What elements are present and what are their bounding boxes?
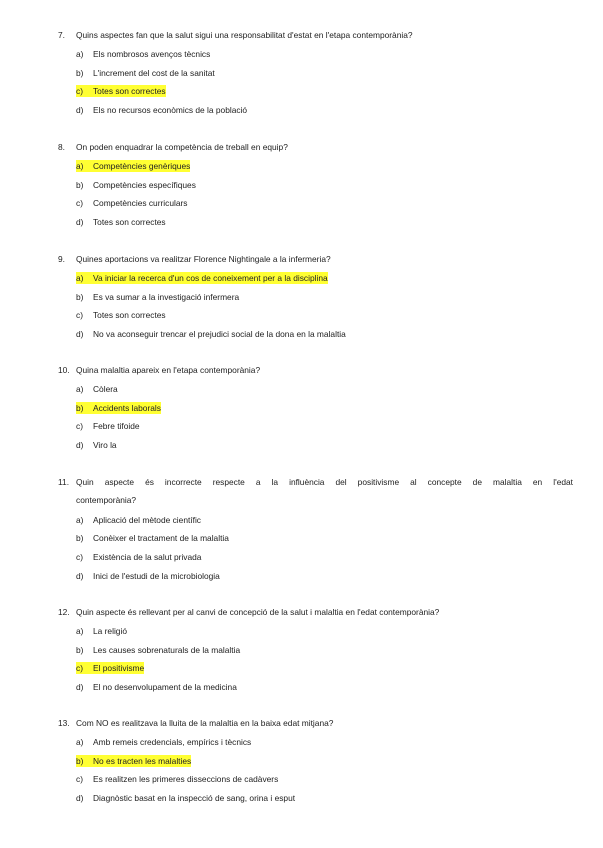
option-d bbox=[76, 104, 247, 116]
option-b bbox=[76, 67, 215, 79]
option-text: Va iniciar la recerca d'un cos de coneixement per a la disciplina bbox=[93, 273, 328, 283]
question-11 bbox=[0, 476, 603, 581]
option-letter: a) bbox=[76, 737, 84, 747]
option-letter: c) bbox=[76, 198, 83, 208]
option-b-highlighted bbox=[76, 755, 191, 767]
option-letter: c) bbox=[76, 774, 83, 784]
option-text: No va aconseguir trencar el prejudici social de la dona en la malaltia bbox=[93, 329, 346, 339]
option-letter: d) bbox=[76, 105, 84, 115]
option-letter: b) bbox=[76, 756, 84, 766]
option-letter: d) bbox=[76, 793, 84, 803]
question-number: 7. bbox=[58, 30, 65, 40]
option-letter: c) bbox=[76, 663, 83, 673]
option-a bbox=[76, 514, 201, 526]
option-text: Accidents laborals bbox=[93, 403, 161, 413]
option-text: Les causes sobrenaturals de la malaltia bbox=[93, 645, 241, 655]
option-text: Competències curriculars bbox=[93, 198, 188, 208]
option-d bbox=[76, 570, 220, 582]
question-7 bbox=[0, 29, 603, 115]
option-text: Els nombrosos avenços tècnics bbox=[93, 49, 211, 59]
option-text: Amb remeis credencials, empírics i tècnics bbox=[93, 737, 252, 747]
option-c bbox=[76, 773, 278, 785]
option-text: Còlera bbox=[93, 384, 118, 394]
option-a bbox=[76, 736, 251, 748]
option-letter: d) bbox=[76, 571, 84, 581]
option-letter: b) bbox=[76, 68, 84, 78]
option-c bbox=[76, 197, 188, 209]
question-number: 8. bbox=[58, 142, 65, 152]
option-letter: b) bbox=[76, 403, 84, 413]
option-text: Aplicació del mètode científic bbox=[93, 515, 201, 525]
option-text: Es va sumar a la investigació infermera bbox=[93, 292, 240, 302]
option-text: Febre tifoide bbox=[93, 421, 140, 431]
option-d bbox=[76, 681, 237, 693]
option-letter: d) bbox=[76, 440, 84, 450]
option-text: Totes son correctes bbox=[93, 86, 166, 96]
option-a-highlighted bbox=[76, 272, 328, 284]
question-10 bbox=[0, 364, 603, 450]
question-text: On poden enquadrar la competència de treball en equip? bbox=[76, 142, 288, 152]
question-number: 13. bbox=[58, 718, 70, 728]
option-text: Diagnòstic basat en la inspecció de sang, orina i esput bbox=[93, 793, 296, 803]
option-text: El no desenvolupament de la medicina bbox=[93, 682, 237, 692]
option-text: Els no recursos econòmics de la població bbox=[93, 105, 248, 115]
option-text: Totes son correctes bbox=[93, 310, 166, 320]
option-letter: c) bbox=[76, 86, 83, 96]
option-letter: d) bbox=[76, 217, 84, 227]
option-letter: b) bbox=[76, 292, 84, 302]
option-text: Existència de la salut privada bbox=[93, 552, 202, 562]
question-text-continuation: contemporània? bbox=[76, 495, 137, 505]
option-a bbox=[76, 383, 118, 395]
option-a-highlighted bbox=[76, 160, 190, 172]
option-text: Conèixer el tractament de la malaltia bbox=[93, 533, 229, 543]
option-d bbox=[76, 792, 295, 804]
option-text: Competències genèriques bbox=[93, 161, 191, 171]
question-number: 12. bbox=[58, 607, 70, 617]
option-c-highlighted bbox=[76, 85, 166, 97]
question-text: Com NO es realitzava la lluita de la malaltia en la baixa edat mitjana? bbox=[76, 718, 334, 728]
option-text: No es tracten les malalties bbox=[93, 756, 192, 766]
question-text: Quines aportacions va realitzar Florence Nightingale a la infermeria? bbox=[76, 254, 331, 264]
option-letter: a) bbox=[76, 49, 84, 59]
option-b-highlighted bbox=[76, 402, 161, 414]
option-text: La religió bbox=[93, 626, 127, 636]
option-letter: a) bbox=[76, 515, 84, 525]
option-text: El positivisme bbox=[93, 663, 145, 673]
option-text: Inici de l'estudi de la microbiologia bbox=[93, 571, 220, 581]
option-letter: b) bbox=[76, 180, 84, 190]
option-letter: d) bbox=[76, 329, 84, 339]
question-text: Quins aspectes fan que la salut sigui una responsabilitat d'estat en l'etapa contemporània? bbox=[76, 30, 413, 40]
option-c bbox=[76, 420, 140, 432]
option-letter: a) bbox=[76, 161, 84, 171]
option-c bbox=[76, 551, 201, 563]
option-letter: c) bbox=[76, 421, 83, 431]
option-letter: a) bbox=[76, 626, 84, 636]
question-number: 9. bbox=[58, 254, 65, 264]
question-12 bbox=[0, 606, 603, 692]
option-text: L'increment del cost de la sanitat bbox=[93, 68, 215, 78]
option-b bbox=[76, 179, 196, 191]
option-d bbox=[76, 328, 346, 340]
option-c-highlighted bbox=[76, 662, 144, 674]
question-text: Quina malaltia apareix en l'etapa contemporània? bbox=[76, 365, 261, 375]
question-number: 11. bbox=[58, 477, 70, 487]
option-d bbox=[76, 216, 166, 228]
question-9 bbox=[0, 253, 603, 339]
option-letter: c) bbox=[76, 310, 83, 320]
option-letter: a) bbox=[76, 384, 84, 394]
question-number: 10. bbox=[58, 365, 70, 375]
question-13 bbox=[0, 717, 603, 803]
option-c bbox=[76, 309, 166, 321]
option-d bbox=[76, 439, 117, 451]
option-letter: b) bbox=[76, 645, 84, 655]
option-b bbox=[76, 291, 239, 303]
option-letter: a) bbox=[76, 273, 84, 283]
question-8 bbox=[0, 141, 603, 227]
option-b bbox=[76, 644, 240, 656]
option-text: Viro la bbox=[93, 440, 117, 450]
option-letter: d) bbox=[76, 682, 84, 692]
option-a bbox=[76, 625, 127, 637]
option-text: Competències específiques bbox=[93, 180, 196, 190]
question-text: Quin aspecte és rellevant per al canvi de concepció de la salut i malaltia en l'edat contemporània? bbox=[76, 607, 440, 617]
option-letter: b) bbox=[76, 533, 84, 543]
option-b bbox=[76, 532, 229, 544]
option-letter: c) bbox=[76, 552, 83, 562]
question-text: Quin aspecte és incorrecte respecte a la influència del positivisme al concepte de malaltia en l'edat bbox=[76, 477, 573, 487]
option-text: Totes son correctes bbox=[93, 217, 166, 227]
option-text: Es realitzen les primeres disseccions de cadàvers bbox=[93, 774, 279, 784]
option-a bbox=[76, 48, 210, 60]
